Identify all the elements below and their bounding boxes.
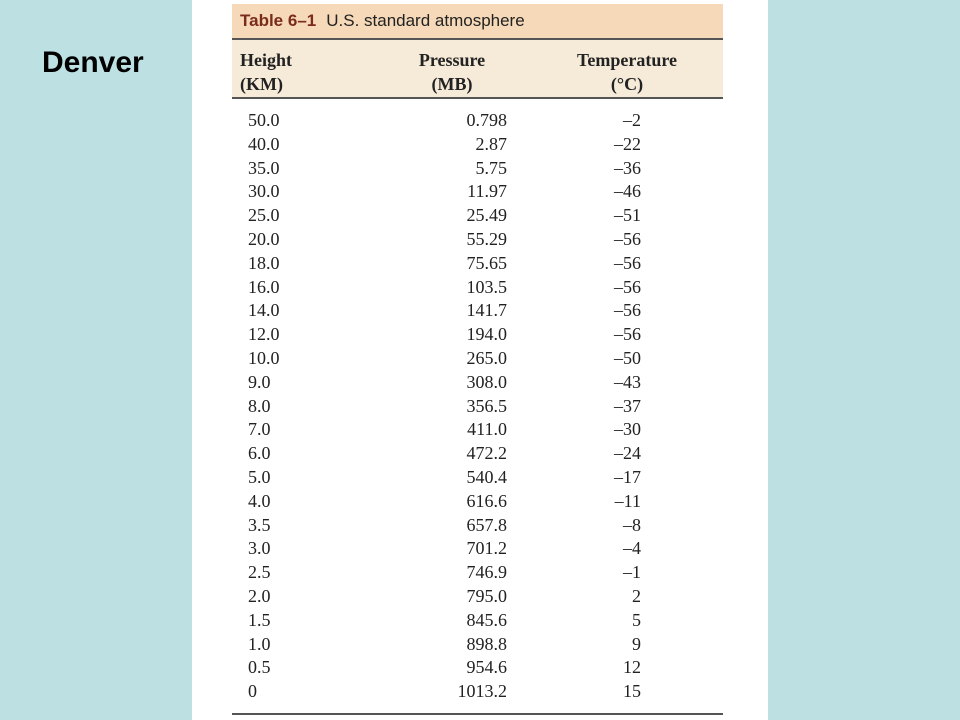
height-cell: 4.0 [248, 490, 271, 511]
pressure-cell: 194.0 [466, 324, 507, 345]
temperature-cell: –51 [614, 205, 641, 226]
table-row [232, 489, 723, 513]
height-cell: 16.0 [248, 276, 280, 297]
pressure-cell: 25.49 [466, 205, 507, 226]
table-row [232, 132, 723, 156]
header-pressure-unit: (MB) [431, 74, 473, 94]
table-row [232, 394, 723, 418]
table-row [232, 608, 723, 632]
table-row [232, 513, 723, 537]
pressure-cell: 411.0 [467, 419, 507, 440]
pressure-cell: 657.8 [466, 514, 507, 535]
table-row [232, 417, 723, 441]
height-cell: 2.0 [248, 585, 271, 606]
table-row [232, 251, 723, 275]
temperature-cell: –56 [614, 300, 641, 321]
height-cell: 1.5 [248, 609, 271, 630]
table-row [232, 679, 723, 703]
table-row [232, 108, 723, 132]
pressure-cell: 308.0 [466, 371, 507, 392]
table-row [232, 179, 723, 203]
temperature-cell: 9 [632, 633, 641, 654]
table-number: Table 6–1 [240, 11, 317, 30]
pressure-cell: 2.87 [475, 133, 507, 154]
height-cell: 3.0 [248, 538, 271, 559]
header-pressure [382, 48, 522, 96]
pressure-cell: 540.4 [466, 466, 507, 487]
header-height-label: Height [240, 50, 292, 70]
temperature-cell: 2 [632, 585, 641, 606]
pressure-cell: 265.0 [466, 347, 507, 368]
table-row [232, 346, 723, 370]
temperature-cell: –56 [614, 252, 641, 273]
temperature-cell: –4 [623, 538, 641, 559]
height-cell: 20.0 [248, 228, 280, 249]
temperature-cell: –36 [614, 157, 641, 178]
temperature-cell: –46 [614, 181, 641, 202]
pressure-cell: 472.2 [466, 443, 507, 464]
table-row [232, 655, 723, 679]
temperature-cell: –11 [614, 490, 641, 511]
pressure-cell: 746.9 [466, 562, 507, 583]
table-row [232, 441, 723, 465]
temperature-cell: –24 [614, 443, 641, 464]
height-cell: 40.0 [248, 133, 280, 154]
table-row [232, 156, 723, 180]
header-height-unit: (KM) [240, 74, 283, 94]
temperature-cell: –30 [614, 419, 641, 440]
temperature-cell: –8 [623, 514, 641, 535]
pressure-cell: 5.75 [475, 157, 507, 178]
height-cell: 0.5 [248, 657, 271, 678]
height-cell: 0 [248, 681, 257, 702]
pressure-cell: 616.6 [466, 490, 507, 511]
pressure-cell: 954.6 [466, 657, 507, 678]
pressure-cell: 55.29 [466, 228, 507, 249]
height-cell: 18.0 [248, 252, 280, 273]
header-height [240, 48, 292, 96]
header-pressure-label: Pressure [418, 50, 486, 70]
table-row [232, 465, 723, 489]
header-temperature [552, 48, 702, 96]
height-cell: 10.0 [248, 347, 280, 368]
temperature-cell: –22 [614, 133, 641, 154]
table-row [232, 322, 723, 346]
table-row [232, 275, 723, 299]
table-row [232, 298, 723, 322]
pressure-cell: 1013.2 [457, 681, 507, 702]
table-header [232, 38, 723, 99]
height-cell: 30.0 [248, 181, 280, 202]
table-title-bar [232, 4, 723, 38]
pressure-cell: 0.798 [466, 110, 507, 130]
height-cell: 12.0 [248, 324, 280, 345]
table-bottom-rule [232, 713, 723, 715]
header-temperature-label: Temperature [577, 50, 677, 70]
table-body [232, 108, 723, 703]
temperature-cell: –56 [614, 276, 641, 297]
height-cell: 9.0 [248, 371, 271, 392]
height-cell: 1.0 [248, 633, 271, 654]
table-caption: U.S. standard atmosphere [326, 11, 525, 30]
pressure-cell: 75.65 [466, 252, 507, 273]
height-cell: 8.0 [248, 395, 271, 416]
table-row [232, 632, 723, 656]
temperature-cell: –1 [623, 562, 641, 583]
pressure-cell: 701.2 [466, 538, 507, 559]
table-row [232, 536, 723, 560]
height-cell: 14.0 [248, 300, 280, 321]
height-cell: 3.5 [248, 514, 271, 535]
pressure-cell: 356.5 [466, 395, 507, 416]
table-row [232, 584, 723, 608]
temperature-cell: –50 [614, 347, 641, 368]
temperature-cell: –37 [614, 395, 641, 416]
temperature-cell: –56 [614, 228, 641, 249]
slide-title: Denver [42, 46, 144, 79]
table-page [192, 0, 768, 720]
pressure-cell: 845.6 [466, 609, 507, 630]
temperature-cell: 5 [632, 609, 641, 630]
height-cell: 50.0 [248, 110, 280, 130]
table-row [232, 227, 723, 251]
header-temperature-unit: (°C) [610, 74, 644, 94]
table-row [232, 203, 723, 227]
pressure-cell: 141.7 [466, 300, 507, 321]
height-cell: 5.0 [248, 466, 271, 487]
temperature-cell: –2 [623, 110, 641, 130]
pressure-cell: 898.8 [466, 633, 507, 654]
pressure-cell: 11.97 [467, 181, 507, 202]
temperature-cell: 15 [623, 681, 641, 702]
temperature-cell: –43 [614, 371, 641, 392]
table-row [232, 370, 723, 394]
height-cell: 25.0 [248, 205, 280, 226]
height-cell: 35.0 [248, 157, 280, 178]
height-cell: 6.0 [248, 443, 271, 464]
table-row [232, 560, 723, 584]
height-cell: 7.0 [248, 419, 271, 440]
temperature-cell: 12 [623, 657, 641, 678]
height-cell: 2.5 [248, 562, 271, 583]
pressure-cell: 103.5 [466, 276, 507, 297]
temperature-cell: –56 [614, 324, 641, 345]
temperature-cell: –17 [614, 466, 641, 487]
pressure-cell: 795.0 [466, 585, 507, 606]
